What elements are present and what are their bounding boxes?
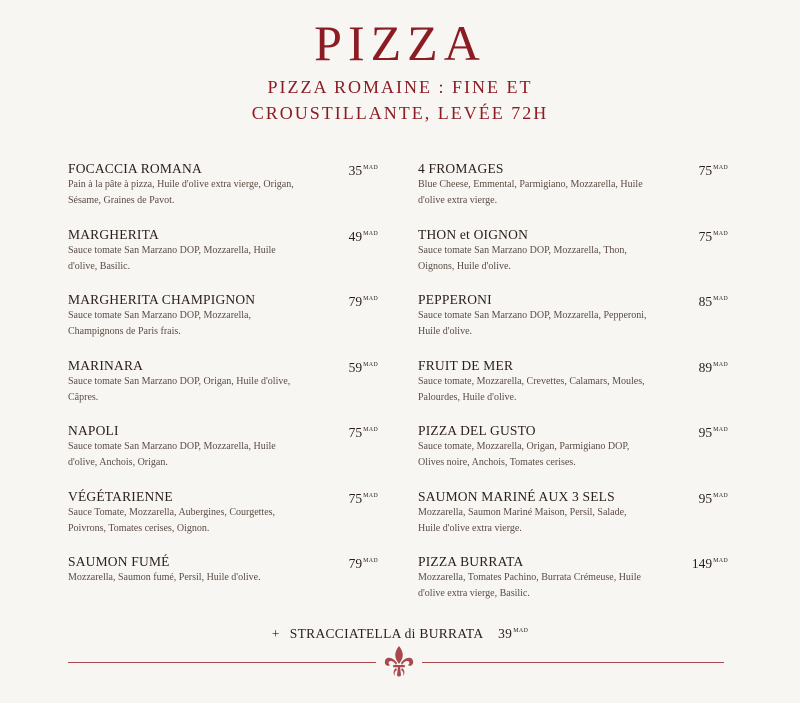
menu-item-currency: MAD: [363, 427, 378, 433]
divider-line-right: [422, 662, 724, 663]
menu-item-currency: MAD: [363, 165, 378, 171]
menu-item-currency: MAD: [713, 558, 728, 564]
menu-item-price: [699, 422, 728, 441]
menu-item-price: [349, 553, 378, 572]
menu-item-price-value: 59: [348, 359, 363, 375]
menu-item-name: MARGHERITA CHAMPIGNON: [68, 292, 256, 307]
menu-item-currency: MAD: [713, 230, 728, 237]
menu-item-price-value: 75: [348, 490, 363, 506]
menu-item-price: [349, 160, 378, 179]
extra-price: 39: [498, 626, 513, 641]
extra-plus: +: [271, 626, 280, 641]
menu-item-price-value: 75: [698, 163, 713, 178]
menu-item-price-value: 35: [348, 163, 363, 178]
menu-item-description: Sauce tomate San Marzano DOP, Mozzarella, Pepperoni, Huile d'olive.: [418, 310, 647, 337]
menu-item-price: [699, 488, 728, 507]
menu-item-description: Blue Cheese, Emmental, Parmigiano, Mozzarella, Huile d'olive extra vierge.: [418, 179, 643, 206]
menu-item-currency: MAD: [363, 361, 378, 368]
menu-item-price: [349, 291, 378, 310]
extra-name: STRACCIATELLA di BURRATA: [289, 626, 484, 641]
menu-column-left: [68, 160, 378, 619]
menu-item-name: 4 FROMAGES: [418, 161, 504, 176]
menu-item-currency: MAD: [713, 361, 728, 368]
menu-item-price: [349, 357, 378, 376]
subtitle-line-1: PIZZA ROMAINE : FINE ET: [267, 77, 533, 97]
menu-item-price-value: 75: [698, 228, 713, 244]
menu-item-name: MARGHERITA: [68, 226, 159, 242]
menu-item-currency: MAD: [713, 296, 728, 302]
menu-item-price-value: 49: [348, 228, 363, 244]
menu-item: [68, 357, 378, 423]
menu-item: [418, 226, 728, 292]
menu-item: [418, 160, 728, 226]
menu-item-name: FRUIT DE MER: [418, 357, 514, 373]
menu-item-currency: MAD: [363, 492, 378, 499]
menu-item-name: THON et OIGNON: [418, 226, 529, 242]
menu-item-price-value: 79: [348, 294, 363, 309]
menu-item-name: FOCACCIA ROMANA: [68, 161, 202, 176]
divider-line-left: [68, 662, 376, 663]
menu-item-price-value: 85: [698, 294, 713, 309]
menu-item: [418, 357, 728, 423]
menu-item-name: MARINARA: [68, 357, 144, 373]
menu-item-price-value: 89: [698, 359, 713, 375]
menu-item-name: NAPOLI: [68, 423, 119, 438]
menu-item-description: Sauce tomate San Marzano DOP, Mozzarella, Huile d'olive, Basilic.: [68, 244, 276, 272]
fleur-de-lis-icon: [381, 644, 417, 680]
menu-item-price: [692, 553, 728, 572]
extra-currency: MAD: [513, 628, 529, 634]
menu-item-currency: MAD: [363, 558, 378, 564]
subtitle-line-2: CROUSTILLANTE, LEVÉE 72H: [251, 103, 549, 123]
menu-item-description: Mozzarella, Saumon fumé, Persil, Huile d'olive.: [68, 572, 261, 583]
menu-item-price: [349, 422, 378, 441]
extra-item: [0, 626, 800, 642]
menu-item: [68, 488, 378, 554]
menu-item-price-value: 75: [348, 425, 363, 440]
page-title: PIZZA: [314, 15, 486, 71]
menu-item-currency: MAD: [363, 296, 378, 302]
menu-item-price: [699, 291, 728, 310]
menu-item-description: Sauce tomate San Marzano DOP, Mozzarella, Huile d'olive, Anchois, Origan.: [68, 441, 276, 468]
menu-item-description: Sauce tomate San Marzano DOP, Mozzarella, Thon, Oignons, Huile d'olive.: [418, 244, 627, 272]
menu-item-description: Sauce Tomate, Mozzarella, Aubergines, Courgettes, Poivrons, Tomates cerises, Oignon.: [68, 506, 276, 534]
menu-item-name: VÉGÉTARIENNE: [68, 488, 173, 504]
menu-item-price-value: 95: [698, 490, 713, 506]
menu-item-name: PIZZA BURRATA: [418, 554, 524, 569]
menu-item-price-value: 79: [348, 556, 363, 571]
page-subtitle: [200, 74, 600, 126]
menu-item-price: [699, 160, 728, 179]
menu-column-right: [418, 160, 728, 619]
menu-item-description: Sauce tomate San Marzano DOP, Mozzarella, Champignons de Paris frais.: [68, 310, 251, 337]
menu-item-price: [699, 226, 728, 245]
menu-item-name: PEPPERONI: [418, 292, 492, 307]
menu-item-name: SAUMON FUMÉ: [68, 554, 170, 569]
menu-item-price-value: 95: [698, 425, 713, 440]
menu-item-currency: MAD: [363, 230, 378, 237]
menu-item: [68, 226, 378, 292]
menu-item-price-value: 149: [691, 556, 713, 571]
menu-item: [418, 488, 728, 554]
menu-item: [418, 422, 728, 488]
menu-item-description: Sauce tomate, Mozzarella, Origan, Parmigiano DOP, Olives noire, Anchois, Tomates cerises.: [418, 441, 630, 468]
menu-item-description: Mozzarella, Tomates Pachino, Burrata Crémeuse, Huile d'olive extra vierge, Basilic.: [418, 572, 641, 599]
menu-item-price: [349, 226, 378, 245]
menu-item-name: PIZZA DEL GUSTO: [418, 423, 536, 438]
menu-item-currency: MAD: [713, 492, 728, 499]
menu-item: [418, 291, 728, 357]
menu-item-price: [699, 357, 728, 376]
menu-item-description: Sauce tomate, Mozzarella, Crevettes, Calamars, Moules, Palourdes, Huile d'olive.: [418, 375, 645, 403]
menu-item: [68, 160, 378, 226]
menu-item-currency: MAD: [713, 165, 728, 171]
menu-item-description: Mozzarella, Saumon Mariné Maison, Persil, Salade, Huile d'olive extra vierge.: [418, 506, 627, 534]
menu-item: [418, 553, 728, 619]
menu-item-price: [349, 488, 378, 507]
menu-item-description: Sauce tomate San Marzano DOP, Origan, Huile d'olive, Câpres.: [68, 375, 291, 403]
menu-item-description: Pain à la pâte à pizza, Huile d'olive extra vierge, Origan, Sésame, Graines de Pavot.: [68, 179, 294, 206]
menu-item: [68, 291, 378, 357]
menu-item-currency: MAD: [713, 427, 728, 433]
menu-item-name: SAUMON MARINÉ AUX 3 SELS: [418, 488, 615, 504]
menu-item: [68, 553, 378, 619]
menu-item: [68, 422, 378, 488]
